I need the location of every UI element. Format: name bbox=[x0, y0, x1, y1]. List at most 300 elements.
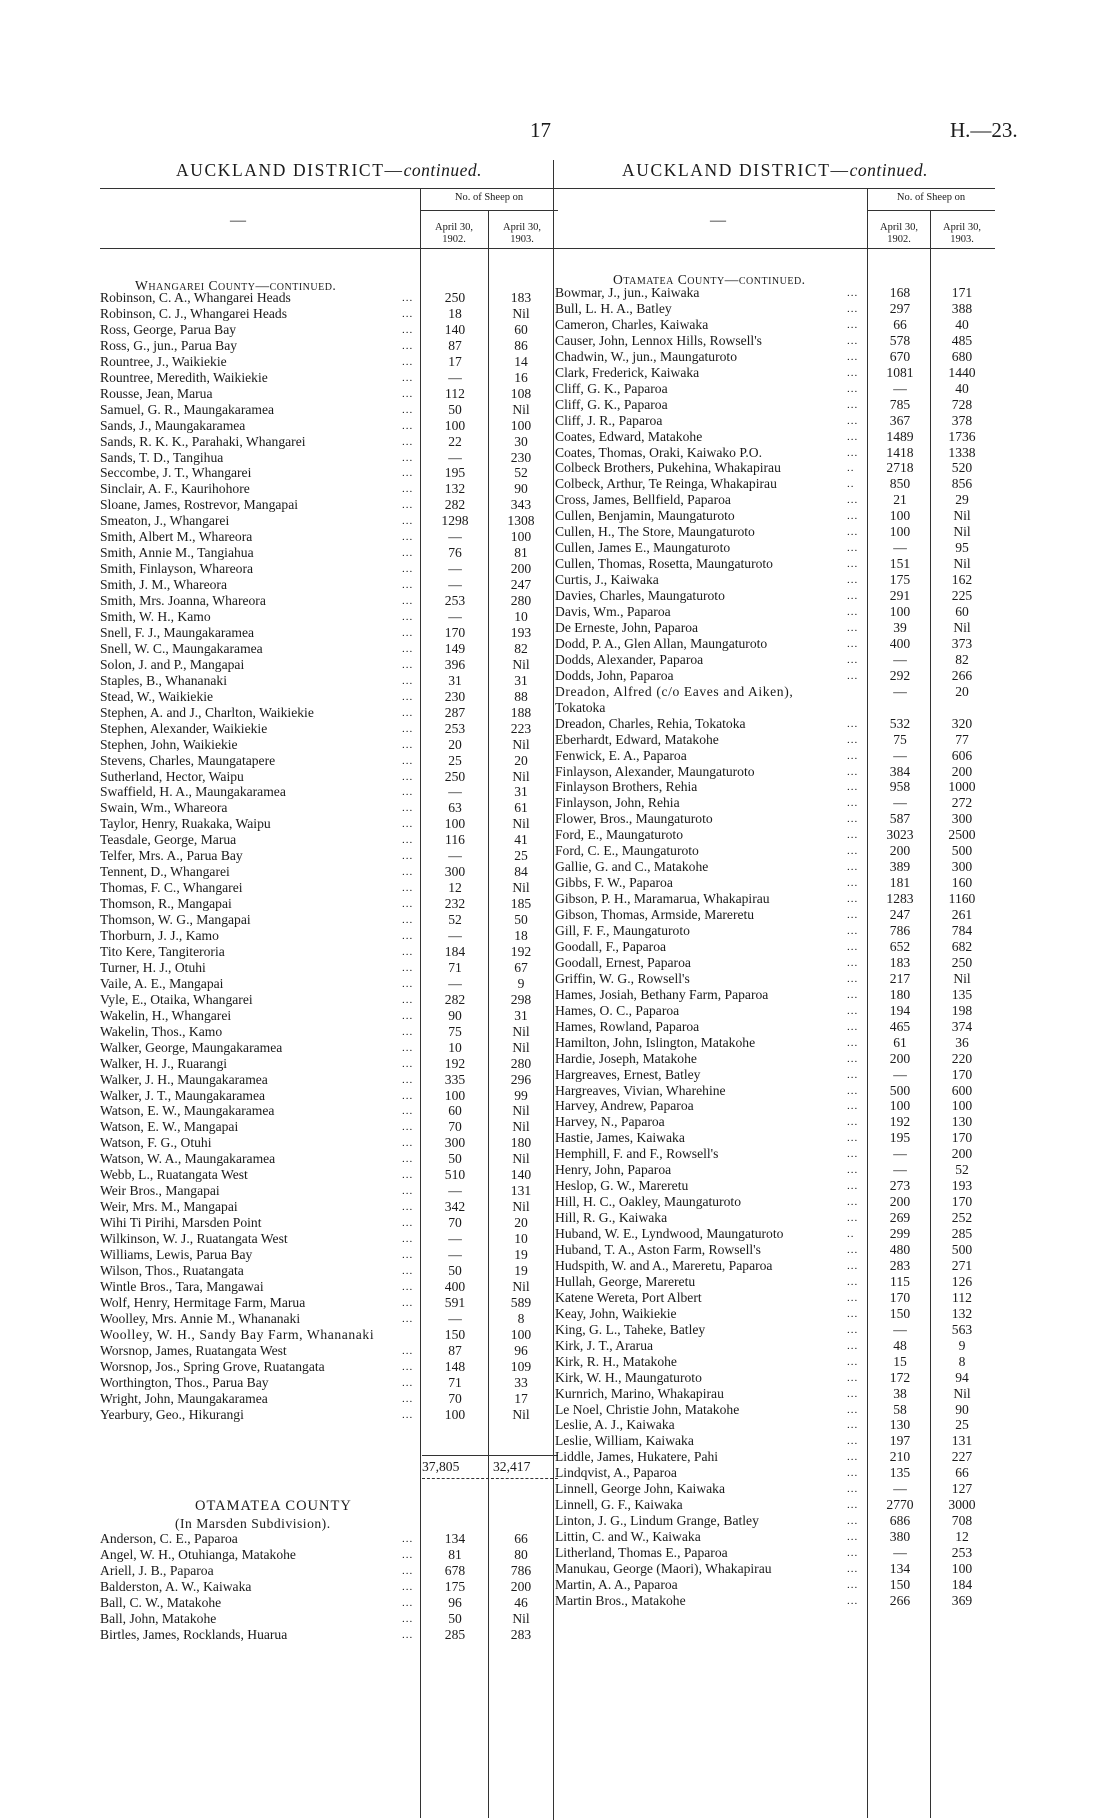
table-row bbox=[555, 1067, 993, 1083]
row-value-1902: 578 bbox=[889, 332, 911, 348]
row-leader: ... bbox=[847, 877, 859, 890]
table-row bbox=[555, 1402, 993, 1418]
row-value-1902: 116 bbox=[445, 832, 465, 848]
row-value-1902: 148 bbox=[444, 1358, 466, 1374]
row-leader: ... bbox=[847, 302, 859, 315]
row-value-1903: 784 bbox=[951, 923, 973, 938]
row-value-1902: 50 bbox=[448, 1262, 462, 1278]
row-value-1903: 188 bbox=[510, 704, 532, 720]
row-leader: ... bbox=[847, 1244, 859, 1256]
row-name: Ball, John, Matakohe bbox=[100, 1610, 217, 1626]
row-value-1902: 1283 bbox=[886, 891, 914, 907]
row-leader: ... bbox=[847, 797, 859, 810]
row-leader: ... bbox=[402, 563, 414, 576]
table-row bbox=[555, 1146, 993, 1162]
row-name: Manukau, George (Maori), Whakapirau bbox=[555, 1561, 772, 1576]
right-col2-year: 1903. bbox=[950, 234, 974, 245]
row-value-1903: 67 bbox=[514, 959, 528, 975]
table-row bbox=[555, 1322, 993, 1338]
row-name: Colbeck Brothers, Pukehina, Whakapirau bbox=[555, 460, 781, 476]
row-leader: ... bbox=[402, 1169, 414, 1182]
table-row bbox=[555, 476, 993, 492]
row-value-1902: 170 bbox=[444, 624, 466, 640]
row-name: Linnell, George John, Kaiwaka bbox=[555, 1481, 726, 1497]
row-name: Wihi Ti Pirihi, Marsden Point bbox=[100, 1215, 262, 1231]
row-value-1902: 1418 bbox=[886, 444, 914, 460]
row-leader: ... bbox=[402, 1280, 414, 1293]
table-row bbox=[100, 1391, 554, 1407]
row-value-1903: 388 bbox=[951, 300, 973, 316]
table-row bbox=[100, 338, 554, 354]
row-leader: ... bbox=[402, 642, 414, 655]
row-value-1902: 52 bbox=[448, 912, 462, 928]
row-name: Martin Bros., Matakohe bbox=[555, 1592, 686, 1608]
row-value-1902: 192 bbox=[444, 1055, 466, 1071]
row-value-1903: 81 bbox=[514, 545, 528, 561]
row-value-1902: 181 bbox=[889, 875, 911, 891]
row-leader: ... bbox=[847, 1148, 859, 1161]
row-value-1903: 82 bbox=[955, 651, 969, 667]
row-leader: ... bbox=[402, 1312, 414, 1325]
row-value-1903: 520 bbox=[951, 460, 973, 476]
table-row bbox=[100, 896, 554, 912]
left-section-whangarei-text: Whangarei County—continued. bbox=[135, 278, 337, 293]
row-name: Tennent, D., Whangarei bbox=[100, 864, 230, 880]
row-value-1902: 140 bbox=[444, 321, 466, 337]
row-value-1902: 587 bbox=[889, 811, 911, 827]
row-leader: ... bbox=[402, 1408, 414, 1421]
row-name: Walker, J. H., Maungakaramea bbox=[100, 1071, 268, 1087]
row-value-1903: 185 bbox=[510, 896, 532, 912]
row-value-1902: 591 bbox=[444, 1294, 466, 1310]
row-leader: ... bbox=[847, 1275, 859, 1288]
row-leader: ... bbox=[847, 590, 859, 603]
row-value-1903: Nil bbox=[512, 1199, 530, 1215]
row-leader: ... bbox=[847, 1052, 859, 1065]
row-leader: ... bbox=[847, 653, 859, 666]
table-row bbox=[555, 285, 993, 301]
table-row bbox=[555, 1497, 993, 1513]
row-value-1902: 210 bbox=[889, 1449, 911, 1465]
row-name: Thomas, F. C., Whangarei bbox=[100, 880, 243, 896]
left-col1-year: 1902. bbox=[442, 234, 466, 245]
table-row bbox=[555, 652, 993, 668]
row-name: Wilkinson, W. J., Ruatangata West bbox=[100, 1231, 288, 1247]
row-value-1902: 149 bbox=[444, 640, 466, 656]
row-leader: ... bbox=[402, 770, 414, 783]
row-value-1903: 10 bbox=[514, 1231, 528, 1247]
row-name: Finlayson, John, Rehia bbox=[555, 795, 680, 811]
row-value-1903: 280 bbox=[510, 593, 532, 609]
row-value-1903: 271 bbox=[951, 1257, 973, 1273]
row-value-1903: 25 bbox=[955, 1417, 969, 1433]
row-value-1902: — bbox=[448, 369, 462, 385]
row-leader: ... bbox=[402, 1360, 414, 1373]
row-value-1903: 160 bbox=[951, 875, 973, 891]
row-value-1902: 25 bbox=[448, 752, 462, 768]
row-leader: ... bbox=[402, 1089, 414, 1102]
row-leader: ... bbox=[847, 1371, 859, 1384]
row-value-1903: 100 bbox=[510, 1326, 532, 1342]
row-name: Colbeck, Arthur, Te Reinga, Whakapirau bbox=[555, 476, 777, 492]
row-value-1903: 8 bbox=[517, 1310, 525, 1326]
row-value-1903: 856 bbox=[951, 476, 973, 492]
row-name: Clark, Frederick, Kaiwaka bbox=[555, 364, 700, 380]
row-leader: ... bbox=[847, 845, 859, 858]
row-value-1903: 41 bbox=[514, 832, 528, 848]
row-name: Wright, John, Maungakaramea bbox=[100, 1390, 268, 1406]
row-name: Watson, F. G., Otuhi bbox=[100, 1135, 212, 1151]
right-col2-label: April 30, bbox=[943, 222, 981, 233]
row-leader: ... bbox=[402, 1233, 414, 1246]
row-value-1902: 197 bbox=[889, 1433, 911, 1449]
row-value-1903: 2500 bbox=[948, 827, 976, 843]
row-leader: ... bbox=[847, 1323, 859, 1336]
row-value-1902: — bbox=[448, 784, 462, 800]
row-leader: ... bbox=[847, 1563, 859, 1575]
row-value-1902: 39 bbox=[893, 619, 907, 635]
row-name: Walker, H. J., Ruarangi bbox=[100, 1055, 228, 1071]
row-name: Linnell, G. F., Kaiwaka bbox=[555, 1497, 683, 1513]
table-row bbox=[100, 1563, 554, 1579]
row-value-1902: 299 bbox=[889, 1226, 911, 1242]
row-leader: ... bbox=[847, 574, 859, 587]
row-value-1902: 150 bbox=[889, 1305, 911, 1321]
row-value-1902: 232 bbox=[444, 896, 466, 912]
row-leader: ... bbox=[847, 717, 859, 730]
row-name: Rountree, Meredith, Waikiekie bbox=[100, 369, 268, 385]
row-value-1903: Nil bbox=[953, 970, 971, 986]
row-value-1903: 682 bbox=[951, 938, 973, 954]
row-name: Stephen, A. and J., Charlton, Waikiekie bbox=[100, 704, 314, 720]
row-value-1902: — bbox=[448, 577, 462, 593]
row-value-1903: 296 bbox=[510, 1071, 532, 1087]
table-row bbox=[100, 737, 554, 753]
row-value-1902: 100 bbox=[444, 1406, 466, 1422]
row-value-1903: 320 bbox=[951, 715, 973, 731]
row-name: Swain, Wm., Whareora bbox=[100, 800, 228, 816]
row-value-1903: 36 bbox=[955, 1034, 969, 1050]
table-row bbox=[555, 779, 993, 795]
row-value-1903: 170 bbox=[951, 1130, 973, 1146]
row-name: Bull, L. H. A., Batley bbox=[555, 300, 672, 316]
row-name: Hill, H. C., Oakley, Maungaturoto bbox=[555, 1194, 742, 1210]
row-leader: ... bbox=[847, 940, 859, 953]
row-value-1902: 670 bbox=[889, 348, 911, 364]
table-row bbox=[100, 625, 554, 641]
row-leader: ... bbox=[402, 1073, 414, 1086]
row-value-1902: 465 bbox=[889, 1018, 911, 1034]
table-row bbox=[100, 1072, 554, 1088]
row-leader: ... bbox=[402, 1612, 414, 1625]
table-row bbox=[100, 1103, 554, 1119]
row-name: Solon, J. and P., Mangapai bbox=[100, 656, 245, 672]
row-name: De Erneste, John, Paparoa bbox=[555, 619, 699, 635]
row-leader: ... bbox=[402, 1596, 414, 1609]
row-value-1902: 200 bbox=[889, 1050, 911, 1066]
row-value-1902: 217 bbox=[889, 970, 911, 986]
table-row bbox=[555, 1130, 993, 1146]
row-leader: ... bbox=[402, 674, 414, 687]
row-leader: ... bbox=[847, 1499, 859, 1512]
row-leader: ... bbox=[402, 595, 414, 608]
row-value-1902: 389 bbox=[889, 859, 911, 875]
row-value-1903: 373 bbox=[951, 635, 973, 651]
row-value-1903: 30 bbox=[514, 433, 528, 449]
row-value-1902: 285 bbox=[444, 1626, 466, 1642]
row-value-1902: 367 bbox=[889, 412, 911, 428]
table-row bbox=[555, 1529, 993, 1545]
row-name: Stephen, Alexander, Waikiekie bbox=[100, 720, 268, 736]
row-name: King, G. L., Taheke, Batley bbox=[555, 1321, 706, 1337]
row-name: Coates, Edward, Matakohe bbox=[555, 428, 703, 444]
row-value-1903: 127 bbox=[951, 1481, 973, 1497]
row-name: Sutherland, Hector, Waipu bbox=[100, 768, 244, 784]
table-row bbox=[100, 402, 554, 418]
row-name: Wakelin, Thos., Kamo bbox=[100, 1023, 223, 1039]
row-name: Worsnop, James, Ruatangata West bbox=[100, 1342, 287, 1358]
row-name: Lindqvist, A., Paparoa bbox=[555, 1465, 677, 1481]
row-leader: ... bbox=[847, 430, 859, 443]
row-name: Sands, R. K. K., Parahaki, Whangarei bbox=[100, 433, 306, 449]
table-row bbox=[100, 529, 554, 545]
row-leader: ... bbox=[847, 781, 859, 794]
row-value-1903: 112 bbox=[952, 1289, 972, 1305]
row-leader: ... bbox=[402, 754, 414, 767]
page-reference: H.—23. bbox=[950, 118, 1018, 142]
row-name: Smith, J. M., Whareora bbox=[100, 577, 227, 593]
row-value-1903: Nil bbox=[953, 1385, 971, 1401]
row-leader: ... bbox=[847, 1547, 859, 1560]
row-value-1902: 380 bbox=[889, 1529, 911, 1545]
row-leader: ... bbox=[402, 339, 414, 352]
row-value-1903: Nil bbox=[512, 768, 530, 784]
table-row bbox=[100, 1611, 554, 1627]
row-leader: ... bbox=[402, 945, 414, 958]
row-name: Robinson, C. A., Whangarei Heads bbox=[100, 290, 291, 305]
row-leader: ... bbox=[847, 1451, 859, 1464]
row-value-1902: 112 bbox=[445, 385, 465, 401]
table-row bbox=[555, 429, 993, 445]
table-row bbox=[555, 700, 993, 716]
row-leader: ... bbox=[402, 579, 414, 592]
table-row bbox=[555, 939, 993, 955]
row-name: Cameron, Charles, Kaiwaka bbox=[555, 316, 709, 332]
row-value-1902: 335 bbox=[444, 1071, 466, 1087]
row-leader: ... bbox=[402, 1121, 414, 1134]
row-name: Litherland, Thomas E., Paparoa bbox=[555, 1545, 728, 1561]
row-value-1902: 100 bbox=[889, 524, 911, 540]
row-leader: ... bbox=[402, 722, 414, 735]
table-row bbox=[555, 604, 993, 620]
row-value-1902: 151 bbox=[889, 556, 911, 572]
right-label-header: — bbox=[710, 212, 726, 229]
table-row bbox=[100, 800, 554, 816]
table-row bbox=[100, 1199, 554, 1215]
table-row bbox=[555, 668, 993, 684]
row-name: Wolf, Henry, Hermitage Farm, Marua bbox=[100, 1294, 306, 1310]
row-value-1903: 230 bbox=[510, 449, 532, 465]
row-name: Leslie, William, Kaiwaka bbox=[555, 1433, 694, 1449]
row-value-1902: 200 bbox=[889, 843, 911, 859]
row-leader: ... bbox=[847, 733, 859, 746]
row-name: Wilson, Thos., Ruatangata bbox=[100, 1262, 244, 1278]
row-leader: ... bbox=[402, 547, 414, 560]
table-row bbox=[555, 1449, 993, 1465]
row-leader: ... bbox=[847, 1419, 859, 1432]
row-name: Thorburn, J. J., Kamo bbox=[100, 928, 219, 943]
row-value-1903: 31 bbox=[514, 672, 528, 688]
row-leader: ... bbox=[847, 542, 859, 555]
row-leader: ... bbox=[847, 1339, 859, 1352]
row-value-1903: Nil bbox=[512, 880, 530, 896]
left-col2-year: 1903. bbox=[510, 234, 534, 245]
row-value-1902: 180 bbox=[889, 986, 911, 1002]
row-value-1903: 77 bbox=[955, 731, 969, 747]
row-value-1902: 81 bbox=[448, 1546, 462, 1562]
table-row bbox=[100, 1088, 554, 1104]
row-name: Littin, C. and W., Kaiwaka bbox=[555, 1529, 701, 1545]
row-leader: ... bbox=[402, 467, 414, 480]
table-row bbox=[100, 1183, 554, 1199]
row-value-1903: 84 bbox=[514, 864, 528, 880]
table-row bbox=[555, 923, 993, 939]
row-value-1903: 9 bbox=[958, 1337, 966, 1353]
row-value-1903: 1160 bbox=[948, 891, 976, 907]
table-row bbox=[100, 513, 554, 529]
row-name: Woolley, W. H., Sandy Bay Farm, Whananaki bbox=[100, 1326, 375, 1342]
row-name: Huband, W. E., Lyndwood, Maungaturoto bbox=[555, 1226, 784, 1242]
row-value-1902: 287 bbox=[444, 704, 466, 720]
row-value-1902: 150 bbox=[444, 1326, 466, 1342]
row-name: Hames, O. C., Paparoa bbox=[555, 1002, 680, 1018]
row-name: Leslie, A. J., Kaiwaka bbox=[555, 1417, 675, 1433]
row-value-1902: 58 bbox=[893, 1401, 907, 1417]
row-name: Hemphill, F. and F., Rowsell's bbox=[555, 1146, 719, 1162]
row-value-1902: 60 bbox=[448, 1103, 462, 1119]
row-leader: ... bbox=[847, 1483, 859, 1496]
table-row bbox=[100, 577, 554, 593]
row-leader: ... bbox=[402, 1137, 414, 1150]
row-name: Dodds, Alexander, Paparoa bbox=[555, 651, 704, 667]
left-total-1903: 32,417 bbox=[493, 1459, 531, 1474]
row-name: Dreadon, Charles, Rehia, Tokatoka bbox=[555, 715, 746, 731]
row-value-1902: 175 bbox=[889, 572, 911, 588]
row-leader: ... bbox=[847, 414, 859, 427]
row-name: Kirk, J. T., Ararua bbox=[555, 1337, 654, 1353]
row-name: Hudspith, W. and A., Mareretu, Paparoa bbox=[555, 1257, 773, 1273]
table-row bbox=[555, 588, 993, 604]
row-leader: ... bbox=[847, 988, 859, 1001]
row-value-1903: 1308 bbox=[507, 513, 535, 529]
row-value-1903: 140 bbox=[510, 1167, 532, 1183]
table-row bbox=[100, 322, 554, 338]
table-row bbox=[555, 413, 993, 429]
table-row bbox=[100, 944, 554, 960]
table-row bbox=[100, 1008, 554, 1024]
row-value-1903: 10 bbox=[514, 609, 528, 624]
row-leader: ... bbox=[847, 606, 859, 618]
page-number: 17 bbox=[530, 118, 551, 142]
table-row bbox=[555, 1242, 993, 1258]
row-value-1903: 31 bbox=[514, 784, 528, 800]
row-value-1903: Nil bbox=[953, 556, 971, 572]
row-name: Robinson, C. J., Whangarei Heads bbox=[100, 305, 288, 321]
row-name: Huband, T. A., Aston Farm, Rowsell's bbox=[555, 1242, 761, 1257]
row-value-1903: 170 bbox=[951, 1194, 973, 1210]
row-value-1903: Nil bbox=[512, 1119, 530, 1135]
row-value-1903: 261 bbox=[951, 907, 973, 923]
row-value-1902: 135 bbox=[889, 1465, 911, 1481]
row-value-1902: 22 bbox=[448, 433, 462, 449]
row-name: Sinclair, A. F., Kaurihohore bbox=[100, 481, 250, 497]
row-leader: ... bbox=[402, 1344, 414, 1357]
row-value-1902: 1081 bbox=[886, 364, 914, 380]
table-row bbox=[555, 1098, 993, 1114]
row-value-1902: 20 bbox=[448, 736, 462, 752]
table-row bbox=[100, 1119, 554, 1135]
row-value-1902: 400 bbox=[889, 635, 911, 651]
row-leader: ... bbox=[847, 446, 859, 459]
row-name: Katene Wereta, Port Albert bbox=[555, 1289, 702, 1305]
row-leader: ... bbox=[847, 1164, 859, 1177]
row-value-1902: 70 bbox=[448, 1119, 462, 1135]
row-value-1903: 33 bbox=[514, 1374, 528, 1390]
row-name: Kirk, W. H., Maungaturoto bbox=[555, 1369, 702, 1385]
row-value-1902: — bbox=[448, 1310, 462, 1326]
table-row bbox=[555, 1194, 993, 1210]
row-value-1903: Nil bbox=[512, 1039, 530, 1055]
row-leader: ... bbox=[402, 898, 414, 911]
row-name: Smith, Albert M., Whareora bbox=[100, 529, 253, 545]
left-total-1902: 37,805 bbox=[422, 1459, 460, 1474]
row-leader: ... bbox=[402, 1264, 414, 1277]
row-value-1903: Nil bbox=[953, 619, 971, 635]
row-name: Telfer, Mrs. A., Parua Bay bbox=[100, 848, 243, 864]
row-value-1902: 253 bbox=[444, 593, 466, 609]
row-value-1902: 70 bbox=[448, 1215, 462, 1231]
row-value-1902: 75 bbox=[893, 731, 907, 747]
table-row bbox=[100, 1579, 554, 1595]
row-leader: ... bbox=[847, 1004, 859, 1017]
row-leader: ... bbox=[847, 1100, 859, 1113]
row-name: Samuel, G. R., Maungakaramea bbox=[100, 401, 275, 417]
row-leader: ... bbox=[847, 909, 859, 922]
row-leader: ... bbox=[402, 1105, 414, 1118]
row-leader: ... bbox=[402, 993, 414, 1006]
row-name: Watson, E. W., Mangapai bbox=[100, 1119, 239, 1135]
row-name: Smith, Annie M., Tangiahua bbox=[100, 545, 254, 561]
row-leader: ... bbox=[402, 292, 414, 304]
row-name: Weir Bros., Mangapai bbox=[100, 1183, 220, 1199]
row-value-1903: Nil bbox=[512, 736, 530, 752]
table-row bbox=[555, 716, 993, 732]
row-value-1902: 172 bbox=[889, 1369, 911, 1385]
row-name: Cullen, Thomas, Rosetta, Maungaturoto bbox=[555, 556, 773, 572]
row-value-1903: 1440 bbox=[948, 364, 976, 380]
row-leader: ... bbox=[847, 1036, 859, 1049]
row-value-1902: 2718 bbox=[886, 460, 914, 476]
table-row bbox=[555, 397, 993, 413]
right-col1-label: April 30, bbox=[880, 222, 918, 233]
table-row bbox=[100, 434, 554, 450]
row-value-1902: — bbox=[893, 1481, 907, 1497]
row-value-1902: 21 bbox=[893, 492, 907, 508]
row-leader: ... bbox=[402, 706, 414, 719]
row-value-1902: 250 bbox=[444, 290, 466, 305]
row-leader: ... bbox=[402, 1533, 414, 1545]
row-name: Teasdale, George, Marua bbox=[100, 832, 237, 848]
